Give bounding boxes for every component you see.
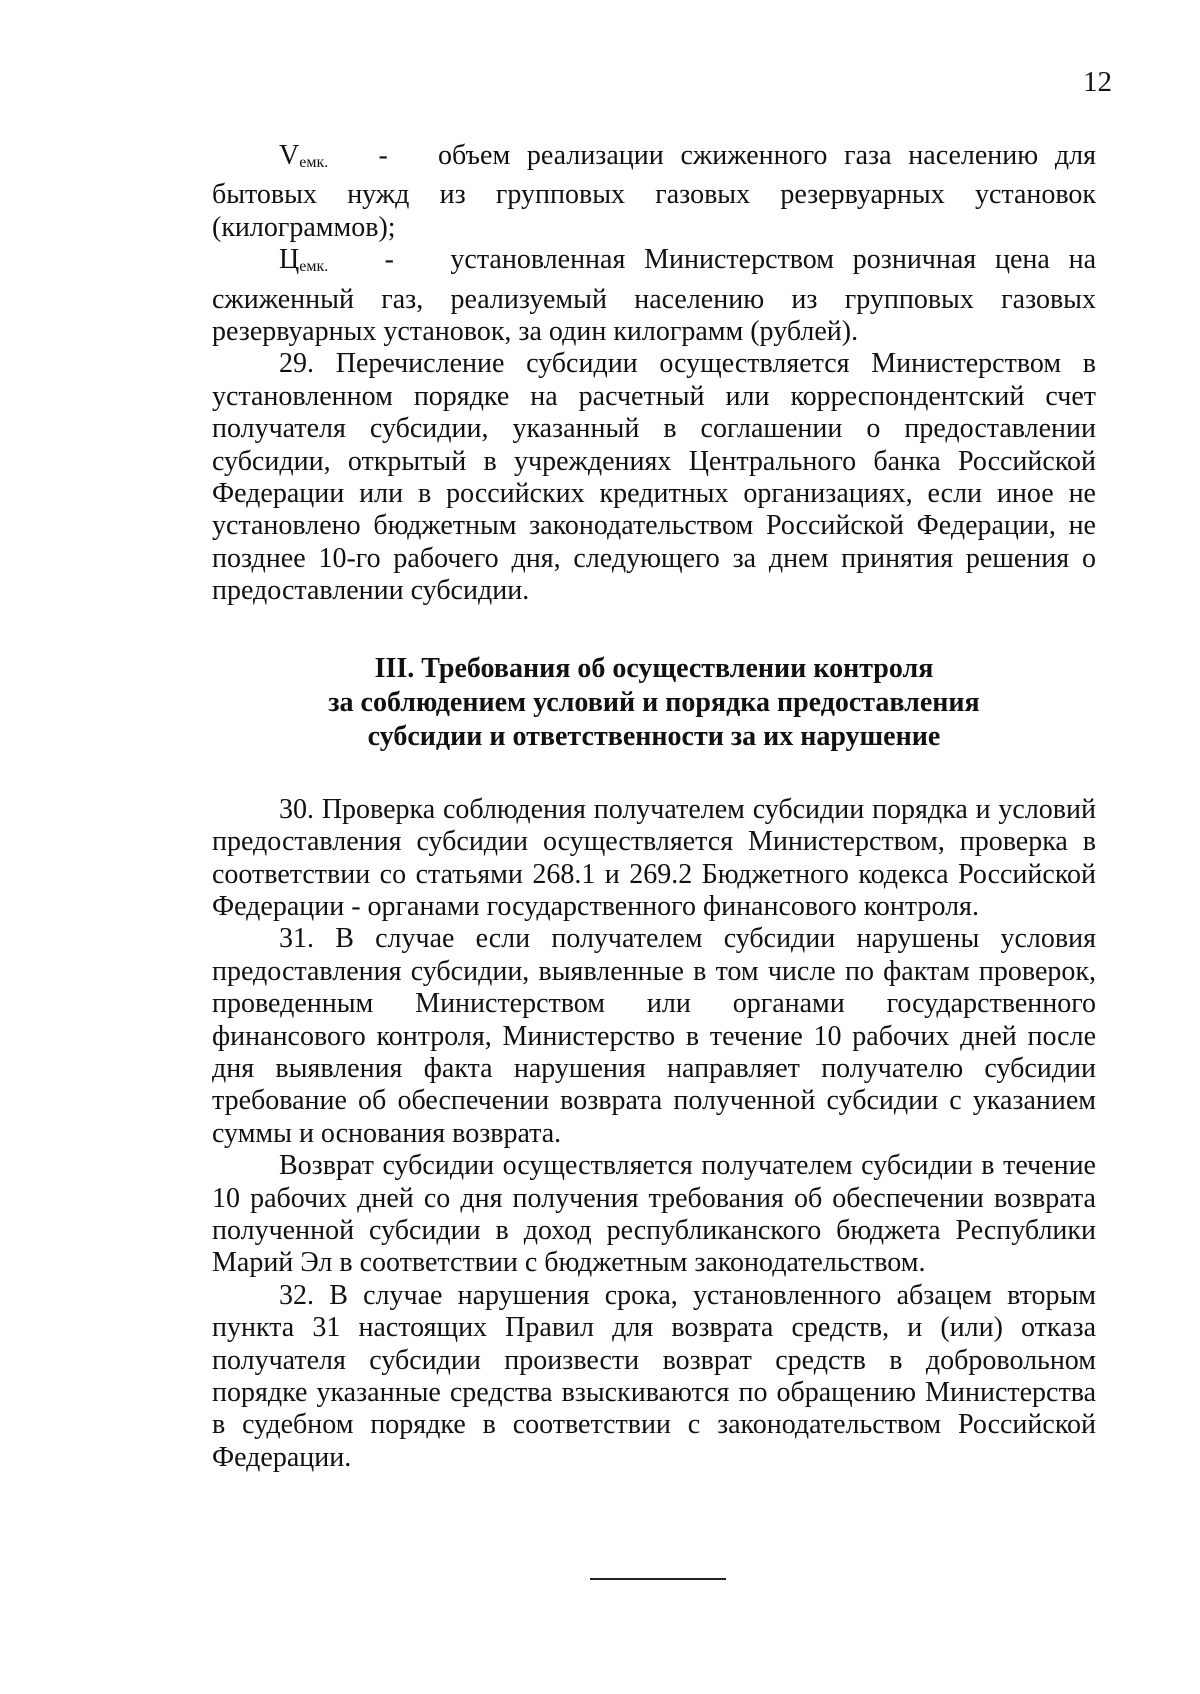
- paragraph-30: 30. Проверка соблюдения получателем субсидии порядка и условий предоставления субсидии осуществляется Министерством, проверка в соответствии со статьями 268.1 и 269.2 Бюджетного кодекса Российской Федерации - органами государственного финансового контроля.: [212, 793, 1096, 922]
- section-heading: [212, 652, 1096, 754]
- definition-text: объем реализации сжиженного газа населению для бытовых нужд из групповых газовых резервуарных установок (килограммов);: [212, 140, 1097, 243]
- definition-dash: -: [378, 140, 388, 171]
- document-body: [212, 140, 1096, 1474]
- definition-subscript: емк.: [299, 154, 329, 171]
- section-heading-line: субсидии и ответственности за их нарушение: [367, 720, 941, 752]
- paragraph-32: 32. В случае нарушения срока, установленного абзацем вторым пункта 31 настоящих Правил для возврата средств, и (или) отказа получателя субсидии произвести возврат средств в добровольном порядке указанные средства взыскиваются по обращению Министерства в судебном порядке в соответствии с законодательством Российской Федерации.: [212, 1279, 1096, 1473]
- section-heading-line: III. Требования об осуществлении контроля: [374, 652, 934, 684]
- page-number: 12: [1083, 66, 1112, 98]
- definition-dash: -: [384, 244, 394, 276]
- paragraph-31-return: Возврат субсидии осуществляется получателем субсидии в течение 10 рабочих дней со дня получения требования об обеспечении возврата полученной субсидии в доход республиканского бюджета Республики Марий Эл в соответствии с бюджетным законодательством.: [212, 1150, 1096, 1279]
- definition-v-emk: [212, 140, 1096, 244]
- section-heading-line: за соблюдением условий и порядка предоставления: [328, 686, 980, 718]
- definition-text: установленная Министерством розничная цена на сжиженный газ, реализуемый населению из групповых газовых резервуарных установок, за один килограмм (рублей).: [212, 244, 1097, 348]
- definition-symbol: Vемк.: [279, 140, 329, 171]
- definition-ts-emk: [212, 244, 1096, 348]
- end-divider: [590, 1578, 726, 1580]
- paragraph-31: 31. В случае если получателем субсидии нарушены условия предоставления субсидии, выявленные в том числе по фактам проверок, проведенным Министерством или органами государственного финансового контроля, Министерство в течение 10 рабочих дней после дня выявления факта нарушения направляет получателю субсидии требование об обеспечении возврата полученной субсидии с указанием суммы и основания возврата.: [212, 923, 1096, 1149]
- paragraph-29: 29. Перечисление субсидии осуществляется Министерством в установленном порядке на расчетный или корреспондентский счет получателя субсидии, указанный в соглашении о предоставлении субсидии, открытый в учреждениях Центрального банка Российской Федерации или в российских кредитных организациях, если иное не установлено бюджетным законодательством Российской Федерации, не позднее 10-го рабочего дня, следующего за днем принятия решения о предоставлении субсидии.: [212, 348, 1096, 607]
- definition-symbol: Цемк.: [279, 244, 329, 276]
- definition-subscript: емк.: [299, 258, 329, 276]
